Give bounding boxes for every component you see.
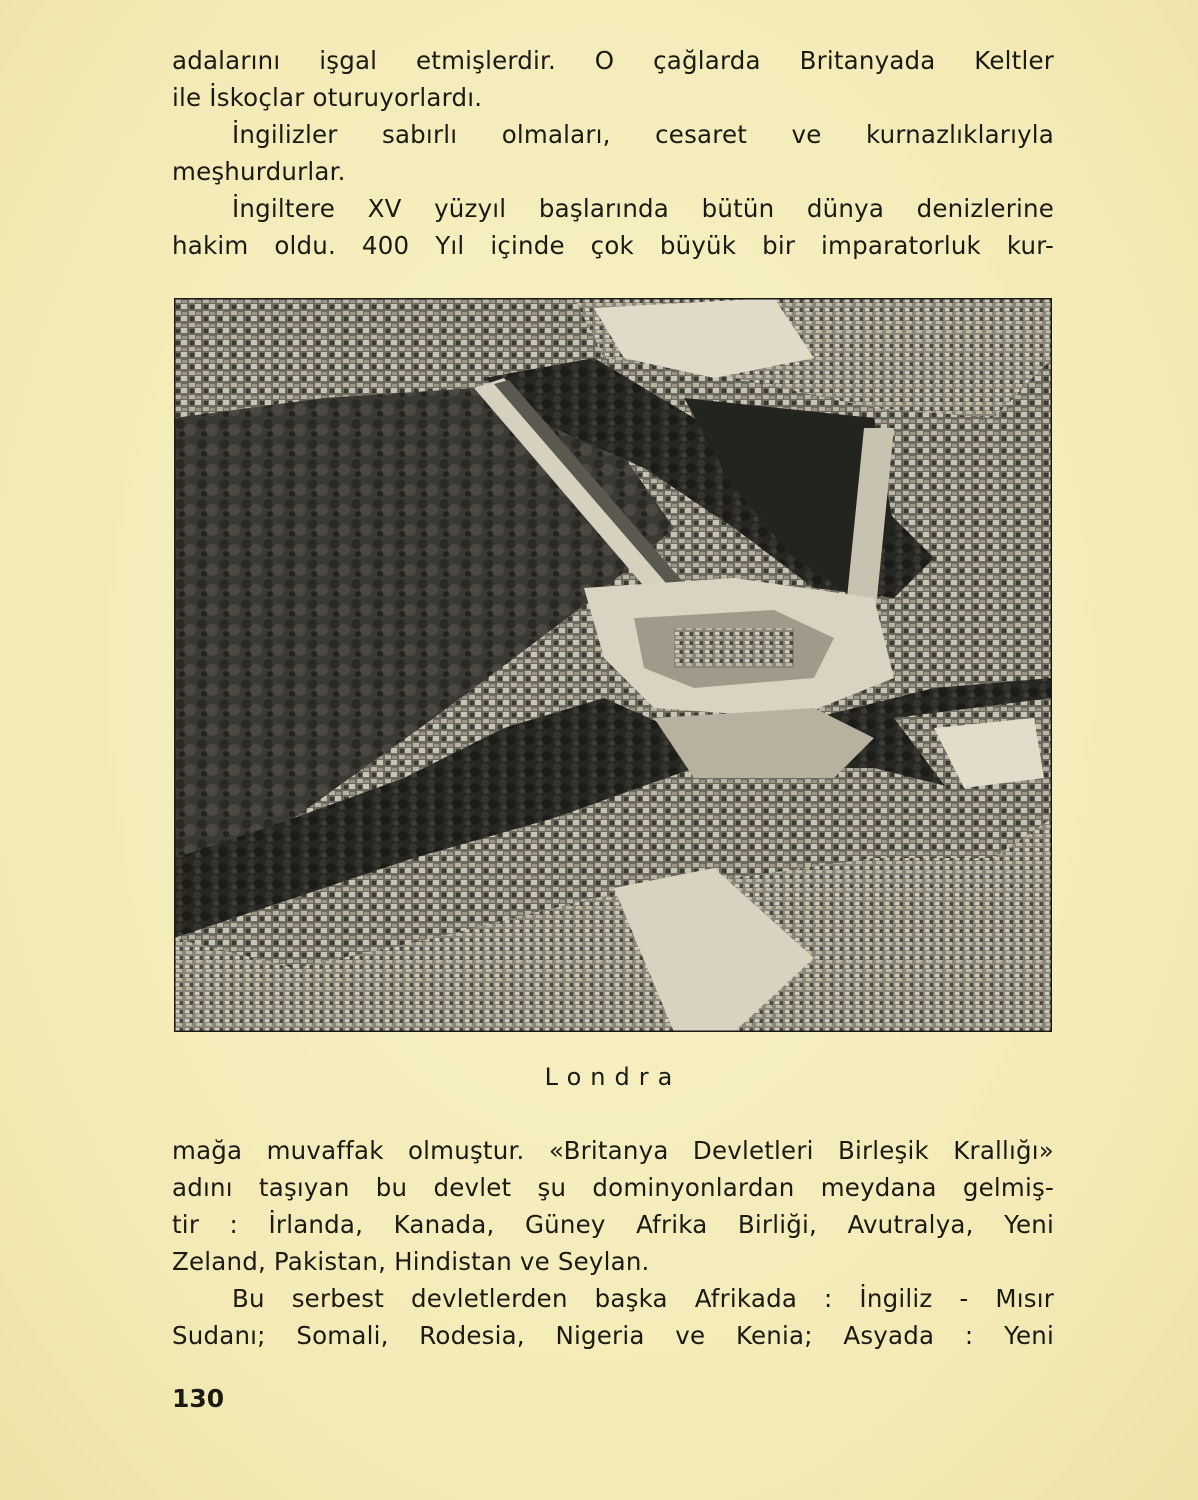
- text-line: Sudanı; Somali, Rodesia, Nigeria ve Kenia; Asyada : Yeni: [172, 1321, 1054, 1350]
- text-line: Zeland, Pakistan, Hindistan ve Seylan.: [172, 1247, 650, 1276]
- text-line: adalarını işgal etmişlerdir. O çağlarda Britanyada Keltler: [172, 46, 1054, 75]
- figure-caption: Londra: [544, 1063, 682, 1091]
- text-line: İngiltere XV yüzyıl başlarında bütün dünya denizlerine: [232, 194, 1054, 223]
- text-line: meşhurdurlar.: [172, 157, 346, 186]
- text-line: mağa muvaffak olmuştur. «Britanya Devletleri Birleşik Krallığı»: [172, 1136, 1054, 1165]
- page-number: 130: [172, 1384, 225, 1413]
- top-paragraphs: [172, 42, 1054, 264]
- text-line: Bu serbest devletlerden başka Afrikada : İngiliz - Mısır: [232, 1284, 1054, 1313]
- text-line: İngilizler sabırlı olmaları, cesaret ve kurnazlıklarıyla: [232, 120, 1054, 149]
- text-line: tir : İrlanda, Kanada, Güney Afrika Birliği, Avutralya, Yeni: [172, 1210, 1054, 1239]
- london-aerial-photo: [174, 298, 1052, 1032]
- text-line: adını taşıyan bu devlet şu dominyonlardan meydana gelmiş-: [172, 1173, 1054, 1202]
- aerial-photo-illustration: [174, 298, 1052, 1032]
- text-line: ile İskoçlar oturuyorlardı.: [172, 83, 483, 112]
- text-line: hakim oldu. 400 Yıl içinde çok büyük bir imparatorluk kur-: [172, 231, 1054, 260]
- bottom-paragraphs: [172, 1132, 1054, 1354]
